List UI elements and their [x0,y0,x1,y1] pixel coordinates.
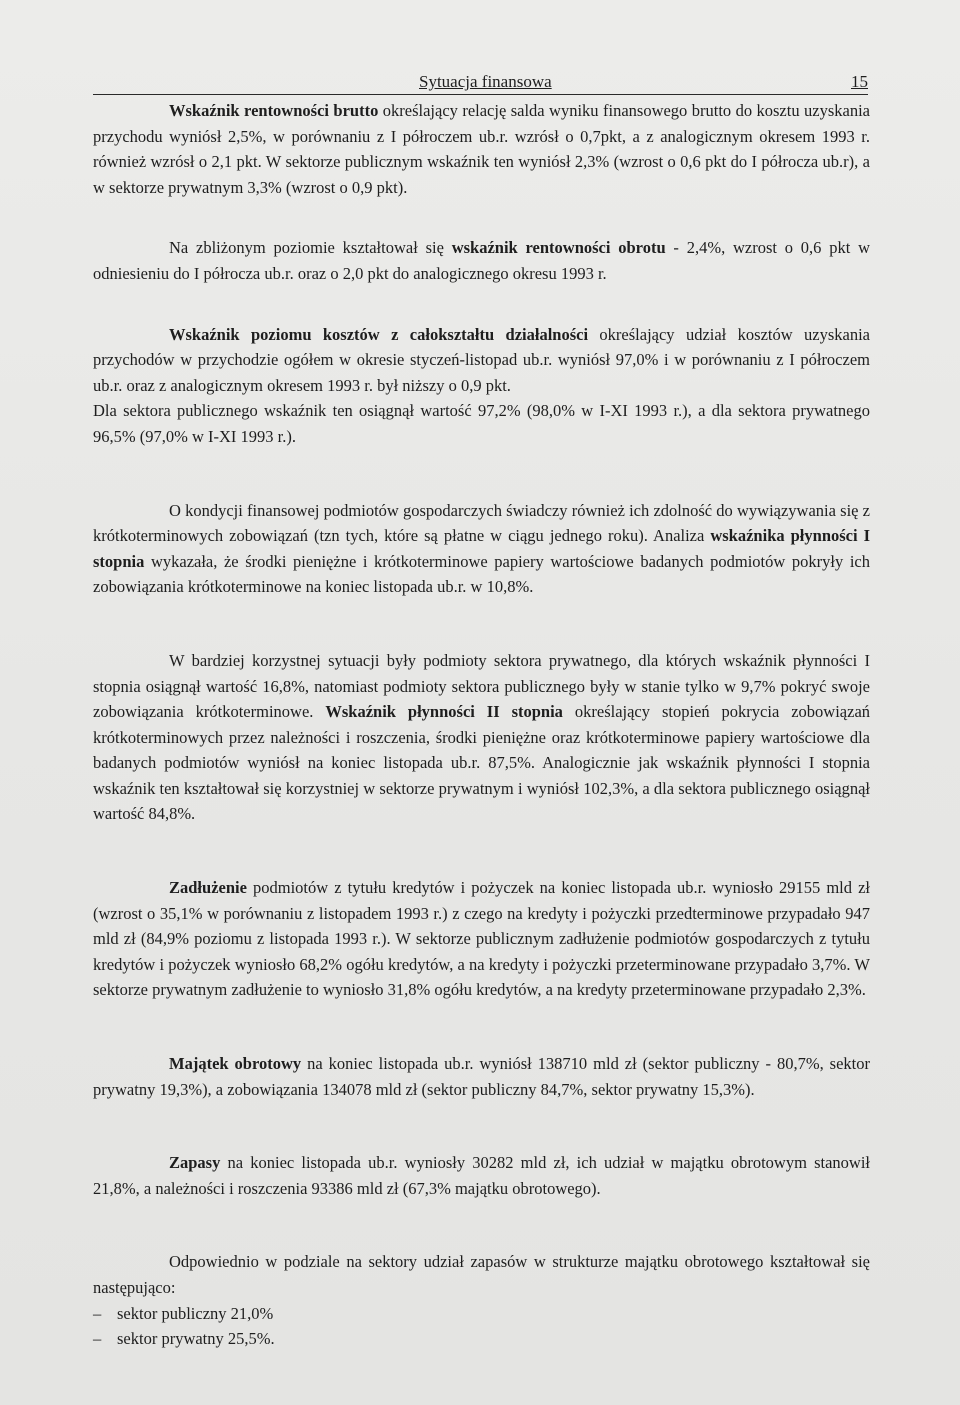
paragraph-gross-profitability [93,98,870,200]
list-item-text: sektor publiczny 21,0% [117,1303,274,1323]
list-dash: – [93,1329,102,1349]
paragraph-cost-level [93,322,870,399]
paragraph-text: W bardziej korzystnej sytuacji były podmioty sektora prywatnego, dla których wskaźnik płynności I stopnia osiągnął wartość 16,8%, natomiast podmioty sektora publicznego były w stanie tylko w 9,7% pokryć swoje zobowiązania krótkoterminowe. [93,650,870,722]
list-dash: – [93,1303,102,1323]
paragraph-text: - 2,4%, wzrost o 0,6 pkt w odniesieniu do I półrocza ub.r. oraz o 2,0 pkt do analogicznego okresu 1993 r. [93,238,870,283]
paragraph-liquidity-first [93,498,870,600]
term-liquidity-second-degree: Wskaźnik płynności II stopnia [325,702,563,722]
paragraph-text: Na zbliżonym poziomie kształtował się [169,238,452,258]
document-body [93,98,870,1352]
section-title: Sytuacja finansowa [419,72,552,91]
paragraph-text: podmiotów z tytułu kredytów i pożyczek na koniec listopada ub.r. wyniosło 29155 mld zł (wzrost o 35,1% w porównaniu z listopadem 1993 r.) z czego na kredyty i pożyczki przedterminowe przypadało 947 mld zł (84,9% poziomu z listopada 1993 r.). W sektorze publicznym zadłużenie podmiotów gospodarczych z tytułu kredytów i pożyczek wyniosło 68,2% ogółu kredytów, a na kredyty i pożyczki przeterminowane przypadało 3,7%. W sektorze prywatnym zadłużenie to wyniosło 31,8% ogółu kredytów, a na kredyty przeterminowane przypadało 2,3%. [93,878,870,1000]
paragraph-sector-split: Odpowiednio w podziale na sektory udział zapasów w strukturze majątku obrotowego kształtował się następująco: [93,1252,870,1297]
sector-list [93,1301,870,1352]
list-item [93,1326,870,1352]
term-liquidity-first-degree: wskaźnika płynności I stopnia [93,526,871,571]
list-item-text: sektor prywatny 25,5%. [117,1329,275,1349]
term-current-assets: Majątek obrotowy [169,1054,302,1074]
paragraph-liquidity-second [93,648,870,827]
term-indebtedness: Zadłużenie [169,878,247,898]
term-cost-level: Wskaźnik poziomu kosztów z całokształtu działalności [169,324,589,344]
paragraph-current-assets [93,1051,870,1102]
term-inventories: Zapasy [169,1153,221,1173]
paragraph-text: na koniec listopada ub.r. wyniosły 30282 mld zł, ich udział w majątku obrotowym stanowił 21,8%, a należności i roszczenia 93386 mld zł (67,3% majątku obrotowego). [93,1153,870,1198]
paragraph-text: wykazała, że środki pieniężne i krótkoterminowe papiery wartościowe badanych podmiotów pokryły ich zobowiązania krótkoterminowe na koniec listopada ub.r. w 10,8%. [93,551,870,597]
term-turnover-profitability: wskaźnik rentowności obrotu [451,238,666,258]
paragraph-text: na koniec listopada ub.r. wyniósł 138710 mld zł (sektor publiczny - 80,7%, sektor prywatny 19,3%), a zobowiązania 134078 mld zł (sektor publiczny 84,7%, sektor prywatny 15,3%). [93,1054,870,1099]
paragraph-text: określający udział kosztów uzyskania przychodów w przychodzie ogółem w okresie styczeń-listopad ub.r. wyniósł 97,0% i w porównaniu z I półroczem ub.r. oraz z analogicznym okresem 1993 r. był niższy o 0,9 pkt. [93,324,871,395]
list-item [93,1301,870,1327]
page-header [93,70,868,95]
paragraph-indebtedness [93,875,870,1003]
term-gross-profitability: Wskaźnik rentowności brutto [169,101,379,120]
paragraph-cost-level-sectors: Dla sektora publicznego wskaźnik ten osiągnął wartość 97,2% (98,0% w I-XI 1993 r.), a dla sektora prywatnego 96,5% (97,0% w I-XI 1993 r.). [93,401,870,446]
paragraph-inventories [93,1150,870,1201]
paragraph-turnover-profitability [93,235,870,286]
page-number: 15 [851,72,868,91]
paragraph-text: określający stopień pokrycia zobowiązań krótkoterminowych przez należności i roszczenia, środki pieniężne oraz krótkoterminowe papiery wartościowe dla badanych podmiotów wyniósł na koniec listopada ub.r. 87,5%. Analogicznie jak wskaźnik płynności I stopnia wskaźnik ten kształtował się korzystniej w sektorze prywatnym i wyniósł 102,3%, a dla sektora publicznego osiągnął wartość 84,8%. [93,702,871,824]
paragraph-text: określający relację salda wyniku finansowego brutto do kosztu uzyskania przychodu wyniósł 2,5%, w porównaniu z I półroczem ub.r. wzrósł o 0,7pkt, a z analogicznym okresem 1993 r. również wzrósł o 2,1 pkt. W sektorze publicznym wskaźnik ten wyniósł 2,3% (wzrost o 0,6 pkt do I półrocza ub.r), a w sektorze prywatnym 3,3% (wzrost o 0,9 pkt). [93,101,870,197]
paragraph-text: O kondycji finansowej podmiotów gospodarczych świadczy również ich zdolność do wywiązywania się z krótkoterminowych zobowiązań (tzn tych, które są płatne w ciągu jednego roku). Analiza [93,500,870,546]
